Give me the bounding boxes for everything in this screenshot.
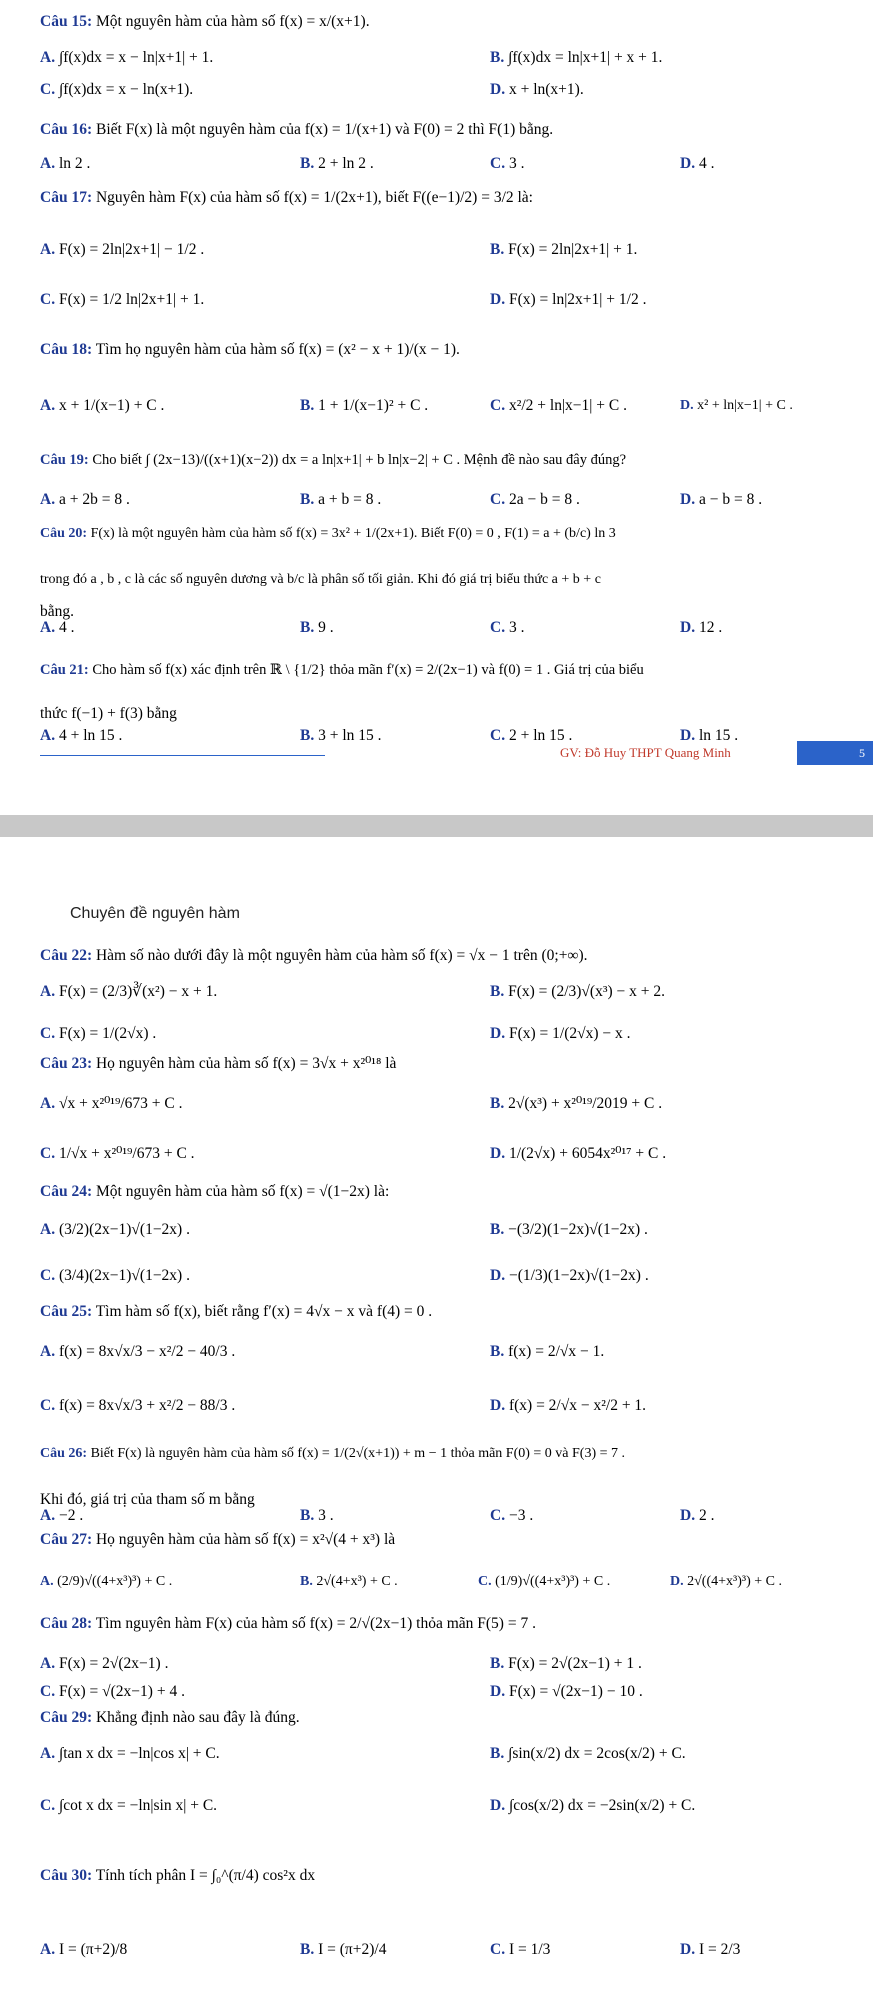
question-21: Câu 21: Cho hàm số f(x) xác định trên ℝ \ {1/2} thỏa mãn f′(x) = 2/(2x−1) và f(0) = 1 . Giá trị của biểu: [40, 662, 644, 678]
question-18: Câu 18: Tìm họ nguyên hàm của hàm số f(x) = (x² − x + 1)/(x − 1).: [40, 341, 460, 358]
q28-option-a: A. F(x) = 2√(2x−1) .: [40, 1655, 169, 1672]
q28-option-b: B. F(x) = 2√(2x−1) + 1 .: [490, 1655, 642, 1672]
question-22: Câu 22: Hàm số nào dưới đây là một nguyên hàm của hàm số f(x) = √x − 1 trên (0;+∞).: [40, 947, 588, 964]
q16-option-a: A. ln 2 .: [40, 155, 91, 172]
q29-option-c: C. ∫cot x dx = −ln|sin x| + C.: [40, 1797, 218, 1814]
q30-option-a: A. I = (π+2)/8: [40, 1941, 128, 1958]
footer-author: GV: Đỗ Huy THPT Quang Minh: [560, 745, 731, 760]
question-20: Câu 20: F(x) là một nguyên hàm của hàm số f(x) = 3x² + 1/(2x+1). Biết F(0) = 0 , F(1) = a + (b/c) ln 3: [40, 526, 616, 541]
q26-option-c: C. −3 .: [490, 1507, 534, 1524]
q15-option-d: D. x + ln(x+1).: [490, 81, 584, 98]
q23-option-c: C. 1/√x + x²⁰¹⁹/673 + C .: [40, 1145, 195, 1162]
q26-option-d: D. 2 .: [680, 1507, 715, 1524]
q28-option-d: D. F(x) = √(2x−1) − 10 .: [490, 1683, 643, 1700]
q19-option-a: A. a + 2b = 8 .: [40, 491, 130, 508]
q21-option-c: C. 2 + ln 15 .: [490, 727, 573, 744]
q21-option-a: A. 4 + ln 15 .: [40, 727, 123, 744]
question-21-line2: thức f(−1) + f(3) bằng: [40, 705, 177, 722]
q23-option-a: A. √x + x²⁰¹⁹/673 + C .: [40, 1095, 183, 1112]
q26-option-b: B. 3 .: [300, 1507, 334, 1524]
q29-option-d: D. ∫cos(x/2) dx = −2sin(x/2) + C.: [490, 1797, 696, 1814]
question-27: Câu 27: Họ nguyên hàm của hàm số f(x) = x²√(4 + x³) là: [40, 1531, 396, 1548]
page-number-badge: 5: [797, 741, 873, 765]
q30-option-d: D. I = 2/3: [680, 1941, 741, 1958]
q25-option-a: A. f(x) = 8x√x/3 − x²/2 − 40/3 .: [40, 1343, 236, 1360]
question-26: Câu 26: Biết F(x) là nguyên hàm của hàm số f(x) = 1/(2√(x+1)) + m − 1 thỏa mãn F(0) = 0 và F(3) = 7 .: [40, 1446, 626, 1461]
q19-option-c: C. 2a − b = 8 .: [490, 491, 580, 508]
question-23: Câu 23: Họ nguyên hàm của hàm số f(x) = 3√x + x²⁰¹⁸ là: [40, 1055, 397, 1072]
question-17: Câu 17: Nguyên hàm F(x) của hàm số f(x) = 1/(2x+1), biết F((e−1)/2) = 3/2 là:: [40, 189, 533, 206]
q28-option-c: C. F(x) = √(2x−1) + 4 .: [40, 1683, 185, 1700]
q24-option-d: D. −(1/3)(1−2x)√(1−2x) .: [490, 1267, 649, 1284]
footer-divider: [40, 755, 325, 756]
q25-option-b: B. f(x) = 2/√x − 1.: [490, 1343, 605, 1360]
q23-option-d: D. 1/(2√x) + 6054x²⁰¹⁷ + C .: [490, 1145, 667, 1162]
q25-option-d: D. f(x) = 2/√x − x²/2 + 1.: [490, 1397, 647, 1414]
question-16: Câu 16: Biết F(x) là một nguyên hàm của f(x) = 1/(x+1) và F(0) = 2 thì F(1) bằng.: [40, 121, 554, 138]
question-19: Câu 19: Cho biết ∫ (2x−13)/((x+1)(x−2)) dx = a ln|x+1| + b ln|x−2| + C . Mệnh đề nào sau đây đúng?: [40, 452, 627, 468]
question-28: Câu 28: Tìm nguyên hàm F(x) của hàm số f(x) = 2/√(2x−1) thỏa mãn F(5) = 7 .: [40, 1615, 536, 1632]
q22-option-c: C. F(x) = 1/(2√x) .: [40, 1025, 157, 1042]
q18-option-b: B. 1 + 1/(x−1)² + C .: [300, 397, 429, 414]
q29-option-b: B. ∫sin(x/2) dx = 2cos(x/2) + C.: [490, 1745, 686, 1762]
q29-option-a: A. ∫tan x dx = −ln|cos x| + C.: [40, 1745, 220, 1762]
q18-option-a: A. x + 1/(x−1) + C .: [40, 397, 165, 414]
q27-option-d: D. 2√((4+x³)³) + C .: [670, 1574, 782, 1589]
q22-option-d: D. F(x) = 1/(2√x) − x .: [490, 1025, 631, 1042]
q22-option-b: B. F(x) = (2/3)√(x³) − x + 2.: [490, 983, 665, 1000]
question-24: Câu 24: Một nguyên hàm của hàm số f(x) = √(1−2x) là:: [40, 1183, 390, 1200]
q15-option-c: C. ∫f(x)dx = x − ln(x+1).: [40, 81, 194, 98]
q17-option-b: B. F(x) = 2ln|2x+1| + 1.: [490, 241, 638, 258]
question-20-line3: bằng.: [40, 603, 75, 620]
q15-option-a: A. ∫f(x)dx = x − ln|x+1| + 1.: [40, 49, 214, 66]
q17-option-d: D. F(x) = ln|2x+1| + 1/2 .: [490, 291, 647, 308]
q18-option-c: C. x²/2 + ln|x−1| + C .: [490, 397, 627, 414]
q24-option-b: B. −(3/2)(1−2x)√(1−2x) .: [490, 1221, 648, 1238]
q17-option-c: C. F(x) = 1/2 ln|2x+1| + 1.: [40, 291, 205, 308]
q30-option-c: C. I = 1/3: [490, 1941, 551, 1958]
question-30: Câu 30: Tính tích phân I = ∫₀^(π/4) cos²x dx: [40, 1867, 316, 1884]
question-25: Câu 25: Tìm hàm số f(x), biết rằng f′(x) = 4√x − x và f(4) = 0 .: [40, 1303, 433, 1320]
question-29: Câu 29: Khẳng định nào sau đây là đúng.: [40, 1709, 300, 1726]
q19-option-d: D. a − b = 8 .: [680, 491, 763, 508]
q25-option-c: C. f(x) = 8x√x/3 + x²/2 − 88/3 .: [40, 1397, 236, 1414]
page-gap: [0, 815, 873, 837]
question-label: Câu 15:: [40, 13, 93, 30]
q18-option-d: D. x² + ln|x−1| + C .: [680, 398, 793, 413]
q30-option-b: B. I = (π+2)/4: [300, 1941, 387, 1958]
q16-option-c: C. 3 .: [490, 155, 525, 172]
q23-option-b: B. 2√(x³) + x²⁰¹⁹/2019 + C .: [490, 1095, 663, 1112]
question-20-line2: trong đó a , b , c là các số nguyên dương và b/c là phân số tối giản. Khi đó giá trị biểu thức a + b + c: [40, 572, 601, 587]
q20-option-c: C. 3 .: [490, 619, 525, 636]
q21-option-b: B. 3 + ln 15 .: [300, 727, 382, 744]
q24-option-c: C. (3/4)(2x−1)√(1−2x) .: [40, 1267, 190, 1284]
q20-option-d: D. 12 .: [680, 619, 723, 636]
q19-option-b: B. a + b = 8 .: [300, 491, 382, 508]
q21-option-d: D. ln 15 .: [680, 727, 739, 744]
q17-option-a: A. F(x) = 2ln|2x+1| − 1/2 .: [40, 241, 205, 258]
q24-option-a: A. (3/2)(2x−1)√(1−2x) .: [40, 1221, 190, 1238]
q22-option-a: A. F(x) = (2/3)∛(x²) − x + 1.: [40, 983, 218, 1000]
question-15: [40, 12, 853, 32]
q27-option-b: B. 2√(4+x³) + C .: [300, 1574, 398, 1589]
q20-option-a: A. 4 .: [40, 619, 75, 636]
question-text: Một nguyên hàm của hàm số f(x) = x/(x+1).: [95, 13, 370, 30]
q27-option-a: A. (2/9)√((4+x³)³) + C .: [40, 1574, 173, 1589]
q20-option-b: B. 9 .: [300, 619, 334, 636]
page-header-title: Chuyên đề nguyên hàm: [70, 905, 240, 922]
q16-option-b: B. 2 + ln 2 .: [300, 155, 374, 172]
q27-option-c: C. (1/9)√((4+x³)³) + C .: [478, 1574, 611, 1589]
q26-option-a: A. −2 .: [40, 1507, 84, 1524]
q16-option-d: D. 4 .: [680, 155, 715, 172]
question-26-line2: Khi đó, giá trị của tham số m bằng: [40, 1491, 255, 1508]
q15-option-b: B. ∫f(x)dx = ln|x+1| + x + 1.: [490, 49, 663, 66]
